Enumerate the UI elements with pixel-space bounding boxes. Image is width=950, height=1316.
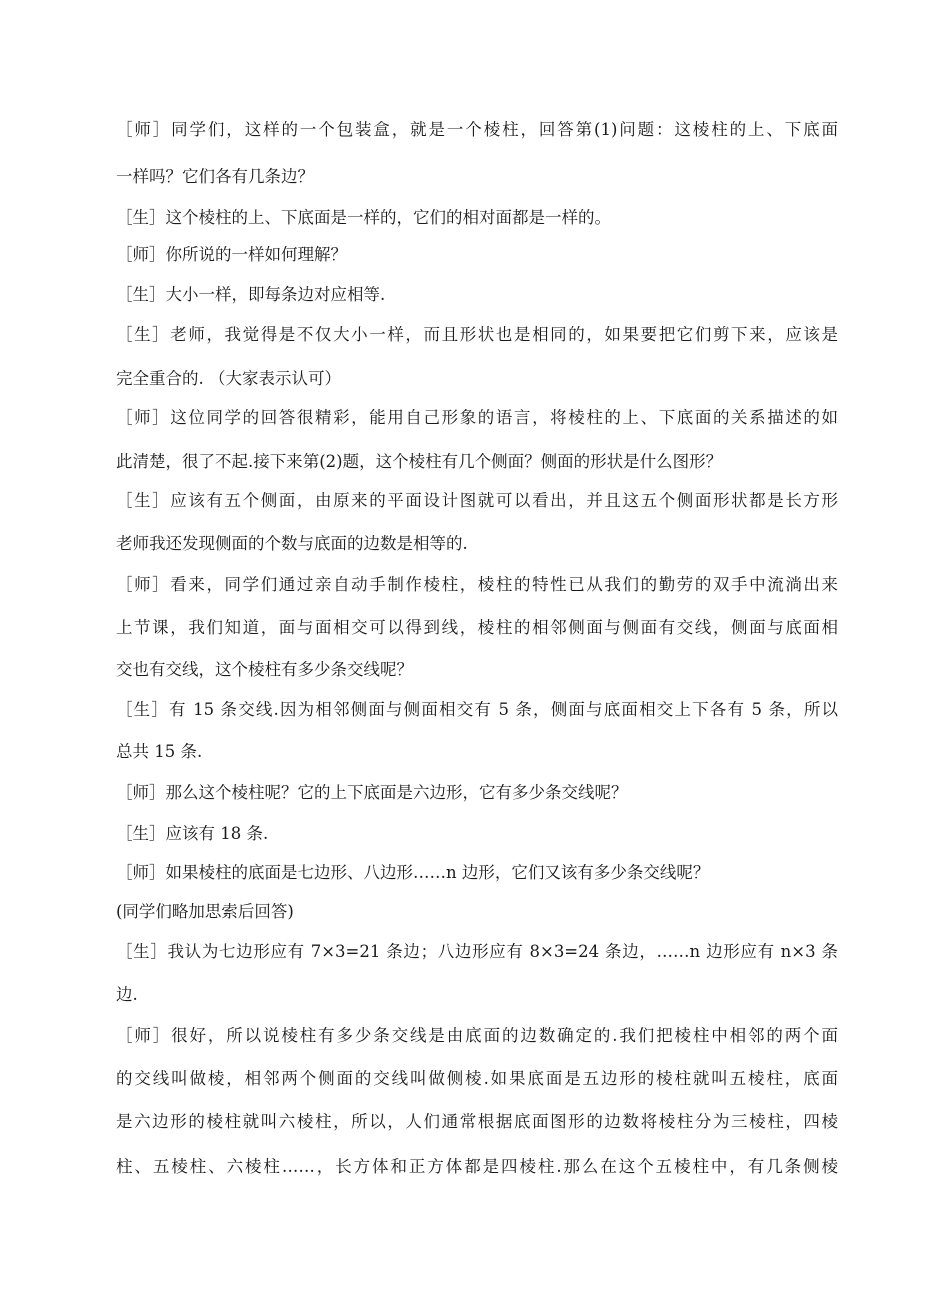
text-line: 柱、五棱柱、六棱柱……，长方体和正方体都是四棱柱.那么在这个五棱柱中，有几条侧棱	[116, 1157, 838, 1176]
text-line: ［生］这个棱柱的上、下底面是一样的，它们的相对面都是一样的。	[116, 208, 611, 227]
text-line: ［生］应该有五个侧面，由原来的平面设计图就可以看出，并且这五个侧面形状都是长方形	[116, 491, 838, 510]
text-line: ［生］我认为七边形应有 7×3=21 条边；八边形应有 8×3=24 条边，……n 边形应有 n×3 条	[116, 942, 838, 961]
text-line: (同学们略加思索后回答)	[116, 902, 294, 921]
text-line: ［生］应该有 18 条.	[116, 824, 269, 843]
text-line: 完全重合的. （大家表示认可）	[116, 369, 341, 388]
text-line: ［师］很好，所以说棱柱有多少条交线是由底面的边数确定的.我们把棱柱中相邻的两个面	[116, 1026, 838, 1045]
text-line: 的交线叫做棱，相邻两个侧面的交线叫做侧棱.如果底面是五边形的棱柱就叫五棱柱，底面	[116, 1069, 838, 1088]
text-line: ［师］如果棱柱的底面是七边形、八边形……n 边形，它们又该有多少条交线呢？	[116, 863, 710, 882]
text-line: ［师］看来，同学们通过亲自动手制作棱柱，棱柱的特性已从我们的勤劳的双手中流淌出来	[116, 575, 838, 594]
text-line: ［师］同学们，这样的一个包装盒，就是一个棱柱，回答第(1)问题：这棱柱的上、下底面	[116, 120, 838, 139]
text-line: 是六边形的棱柱就叫六棱柱，所以，人们通常根据底面图形的边数将棱柱分为三棱柱，四棱	[116, 1112, 838, 1131]
text-line: ［生］大小一样，即每条边对应相等.	[116, 285, 386, 304]
text-line: ［师］那么这个棱柱呢？它的上下底面是六边形，它有多少条交线呢？	[116, 783, 628, 802]
text-line: ［师］这位同学的回答很精彩，能用自己形象的语言，将棱柱的上、下底面的关系描述的如	[116, 408, 838, 427]
text-line: 交也有交线，这个棱柱有多少条交线呢？	[116, 660, 413, 679]
text-line: 总共 15 条.	[116, 742, 203, 761]
text-line: 此清楚，很了不起.接下来第(2)题，这个棱柱有几个侧面？侧面的形状是什么图形？	[116, 452, 723, 471]
text-line: ［生］老师，我觉得是不仅大小一样，而且形状也是相同的，如果要把它们剪下来，应该是	[116, 325, 838, 344]
text-line: 边.	[116, 985, 138, 1004]
text-line: 老师我还发现侧面的个数与底面的边数是相等的.	[116, 534, 468, 553]
text-line: ［师］你所说的一样如何理解？	[116, 245, 347, 264]
text-line: 上节课，我们知道，面与面相交可以得到线，棱柱的相邻侧面与侧面有交线，侧面与底面相	[116, 618, 838, 637]
text-line: ［生］有 15 条交线.因为相邻侧面与侧面相交有 5 条，侧面与底面相交上下各有 5 条，所以	[116, 700, 838, 719]
text-line: 一样吗？它们各有几条边？	[116, 167, 314, 186]
